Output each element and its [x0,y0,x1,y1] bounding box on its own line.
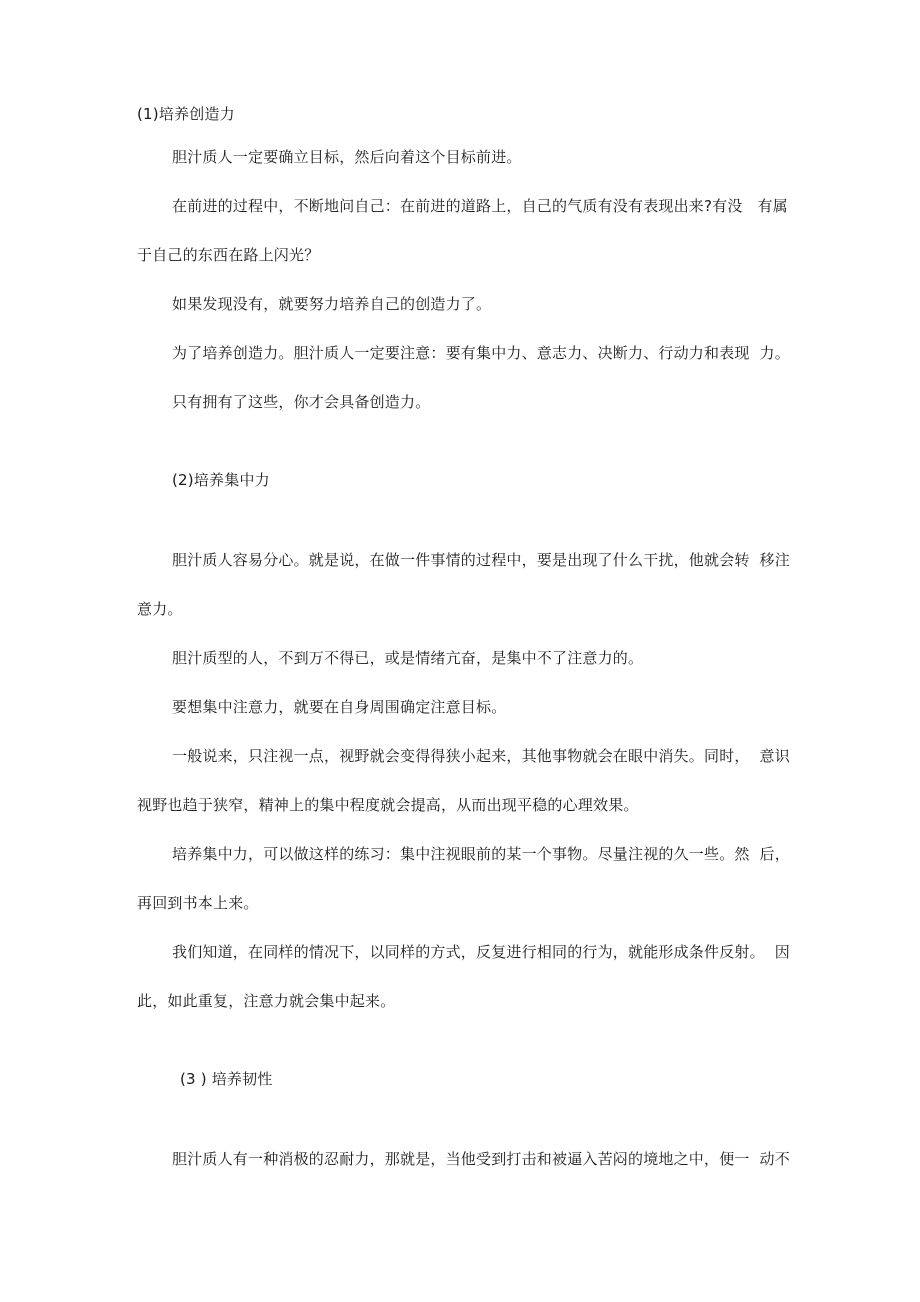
paragraph-line: 胆汁质型的人，不到万不得已，或是情绪亢奋，是集中不了注意力的。 [172,649,644,667]
paragraph-line: 要想集中注意力，就要在自身周围确定注意目标。 [172,698,507,716]
paragraph-line: 于自己的东西在路上闪光？ [137,246,320,264]
paragraph-line: 胆汁质人容易分心。就是说，在做一件事情的过程中，要是出现了什么干扰，他就会转 移注 [172,551,790,569]
paragraph-line: 视野也趋于狭窄，精神上的集中程度就会提高，从而出现平稳的心理效果。 [137,796,639,814]
section-heading-3: (3 ) 培养韧性 [180,1070,273,1088]
paragraph-line: 我们知道，在同样的情况下，以同样的方式，反复进行相同的行为，就能形成条件反射。 因 [172,943,790,961]
paragraph-line: 为了培养创造力。胆汁质人一定要注意：要有集中力、意志力、决断力、行动力和表现 力。 [172,344,790,362]
paragraph-line: 一般说来，只注视一点，视野就会变得得狭小起来，其他事物就会在眼中消失。同时， 意识 [172,747,790,765]
paragraph-line: 培养集中力，可以做这样的练习：集中注视眼前的某一个事物。尽量注视的久一些。然 后， [172,845,790,863]
paragraph-line: 胆汁质人有一种消极的忍耐力，那就是，当他受到打击和被逼入苦闷的境地之中，便一 动不 [172,1150,790,1168]
paragraph-line: 此，如此重复，注意力就会集中起来。 [137,992,396,1010]
paragraph-line: 意力。 [137,600,183,618]
paragraph-line: 只有拥有了这些，你才会具备创造力。 [172,393,431,411]
paragraph-line: 胆汁质人一定要确立目标，然后向着这个目标前进。 [172,148,522,166]
paragraph-line: 如果发现没有，就要努力培养自己的创造力了。 [172,295,492,313]
paragraph-line: 再回到书本上来。 [137,894,259,912]
section-heading-2: (2)培养集中力 [172,471,270,489]
section-heading-1: (1)培养创造力 [137,105,235,123]
paragraph-line: 在前进的过程中，不断地问自己：在前进的道路上，自己的气质有没有表现出来?有没 有属 [172,197,788,215]
